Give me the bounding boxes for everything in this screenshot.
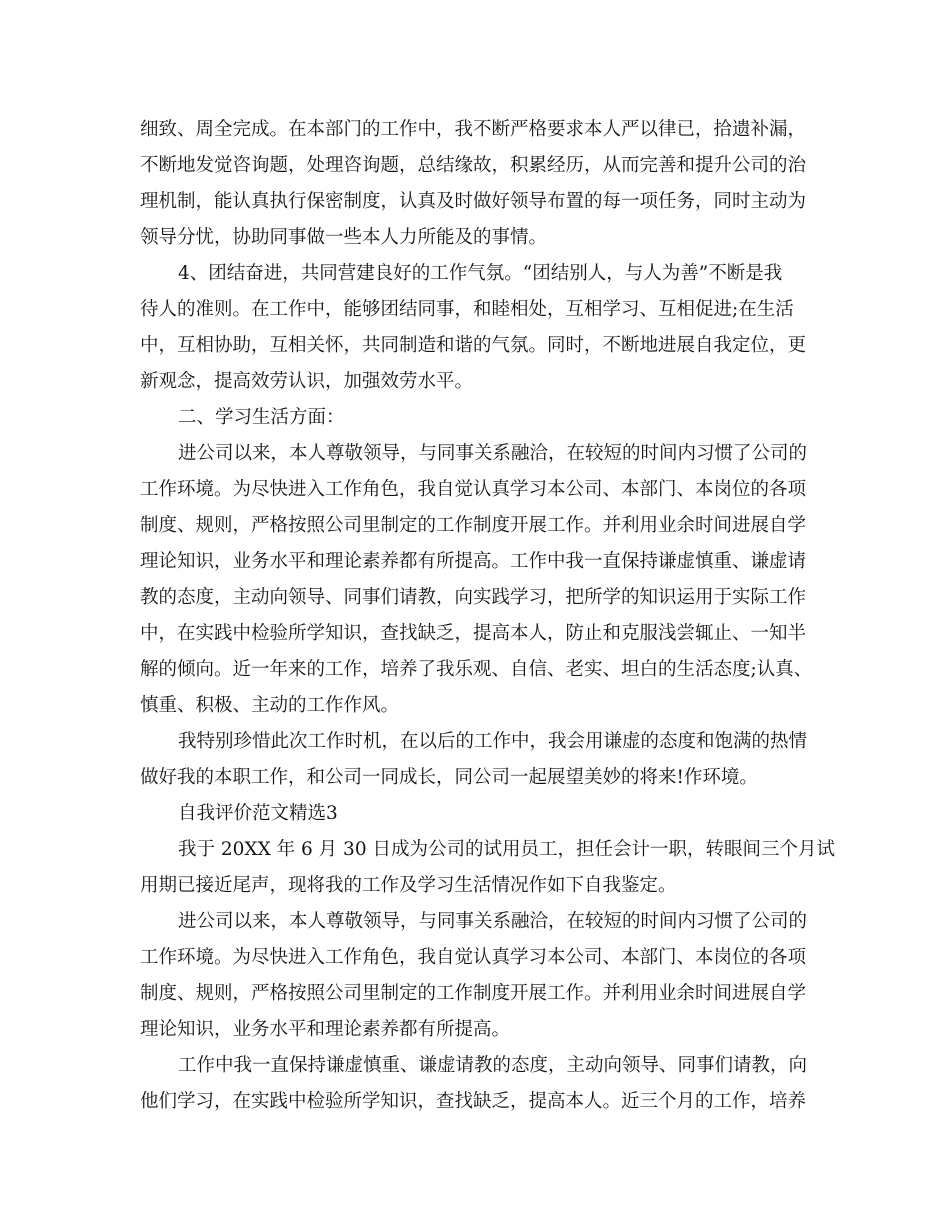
- paragraph-line: 进公司以来，本人尊敬领导，与同事关系融洽，在较短的时间内习惯了公司的: [178, 911, 808, 932]
- paragraph-line: 4、团结奋进，共同营建良好的工作气氛。“团结别人，与人为善”不断是我: [178, 263, 783, 284]
- section-heading: [140, 400, 840, 436]
- paragraph-line: 中，互相协助，互相关怀，共同制造和谐的气氛。同时，不断地进展自我定位，更: [140, 335, 807, 356]
- paragraph-study-life: [140, 436, 840, 724]
- paragraph-line: 我于 20XX 年 6 月 30 日成为公司的试用员工，担任会计一职，转眼间三个月试: [178, 839, 835, 860]
- paragraph-line: 做好我的本职工作，和公司一同成长，同公司一起展望美妙的将来!作环境。: [140, 767, 758, 788]
- paragraph-line: 制度、规则，严格按照公司里制定的工作制度开展工作。并利用业余时间进展自学: [140, 515, 807, 536]
- paragraph-line: 待人的准则。在工作中，能够团结同事，和睦相处，互相学习、互相促进;在生活: [140, 299, 794, 320]
- paragraph-probation: [140, 832, 840, 904]
- paragraph-work-attitude: [140, 1048, 840, 1120]
- paragraph-line: 制度、规则，严格按照公司里制定的工作制度开展工作。并利用业余时间进展自学: [140, 983, 807, 1004]
- document-body: [140, 112, 840, 1120]
- paragraph-line: 解的倾向。近一年来的工作，培养了我乐观、自信、老实、坦白的生活态度;认真、: [140, 659, 813, 680]
- paragraph-line: 用期已接近尾声，现将我的工作及学习生活情况作如下自我鉴定。: [140, 875, 677, 896]
- paragraph-line: 工作环境。为尽快进入工作角色，我自觉认真学习本公司、本部门、本岗位的各项: [140, 479, 807, 500]
- paragraph-line: 理论知识，业务水平和理论素养都有所提高。工作中我一直保持谦虚慎重、谦虚请: [140, 551, 807, 572]
- paragraph-line: 细致、周全完成。在本部门的工作中，我不断严格要求本人严以律已，拾遗补漏，: [140, 119, 807, 140]
- paragraph-line: 进公司以来，本人尊敬领导，与同事关系融洽，在较短的时间内习惯了公司的: [178, 443, 808, 464]
- paragraph-line: 理机制，能认真执行保密制度，认真及时做好领导布置的每一项任务，同时主动为: [140, 191, 807, 212]
- paragraph-cherish: [140, 724, 840, 796]
- paragraph-line: 教的态度，主动向领导、同事们请教，向实践学习，把所学的知识运用于实际工作: [140, 587, 807, 608]
- paragraph-line: 工作中我一直保持谦虚慎重、谦虚请教的态度，主动向领导、同事们请教，向: [178, 1055, 808, 1076]
- section-title-text: 自我评价范文精选3: [178, 803, 338, 824]
- paragraph-continuation: [140, 112, 840, 256]
- paragraph-line: 工作环境。为尽快进入工作角色，我自觉认真学习本公司、本部门、本岗位的各项: [140, 947, 807, 968]
- paragraph-line: 慎重、积极、主动的工作作风。: [140, 695, 400, 716]
- section-title: [140, 796, 840, 832]
- section-heading-text: 二、学习生活方面：: [178, 407, 345, 428]
- paragraph-line: 不断地发觉咨询题，处理咨询题，总结缘故，积累经历，从而完善和提升公司的治: [140, 155, 807, 176]
- paragraph-line: 我特别珍惜此次工作时机，在以后的工作中，我会用谦虚的态度和饱满的热情: [178, 731, 808, 752]
- paragraph-line: 领导分忧，协助同事做一些本人力所能及的事情。: [140, 227, 548, 248]
- paragraph-joined-company: [140, 904, 840, 1048]
- paragraph-line: 理论知识，业务水平和理论素养都有所提高。: [140, 1019, 511, 1040]
- paragraph-line: 新观念，提高效劳认识，加强效劳水平。: [140, 371, 474, 392]
- paragraph-line: 中，在实践中检验所学知识，查找缺乏，提高本人，防止和克服浅尝辄止、一知半: [140, 623, 807, 644]
- paragraph-teamwork: [140, 256, 840, 400]
- paragraph-line: 他们学习，在实践中检验所学知识，查找缺乏，提高本人。近三个月的工作，培养: [140, 1091, 807, 1112]
